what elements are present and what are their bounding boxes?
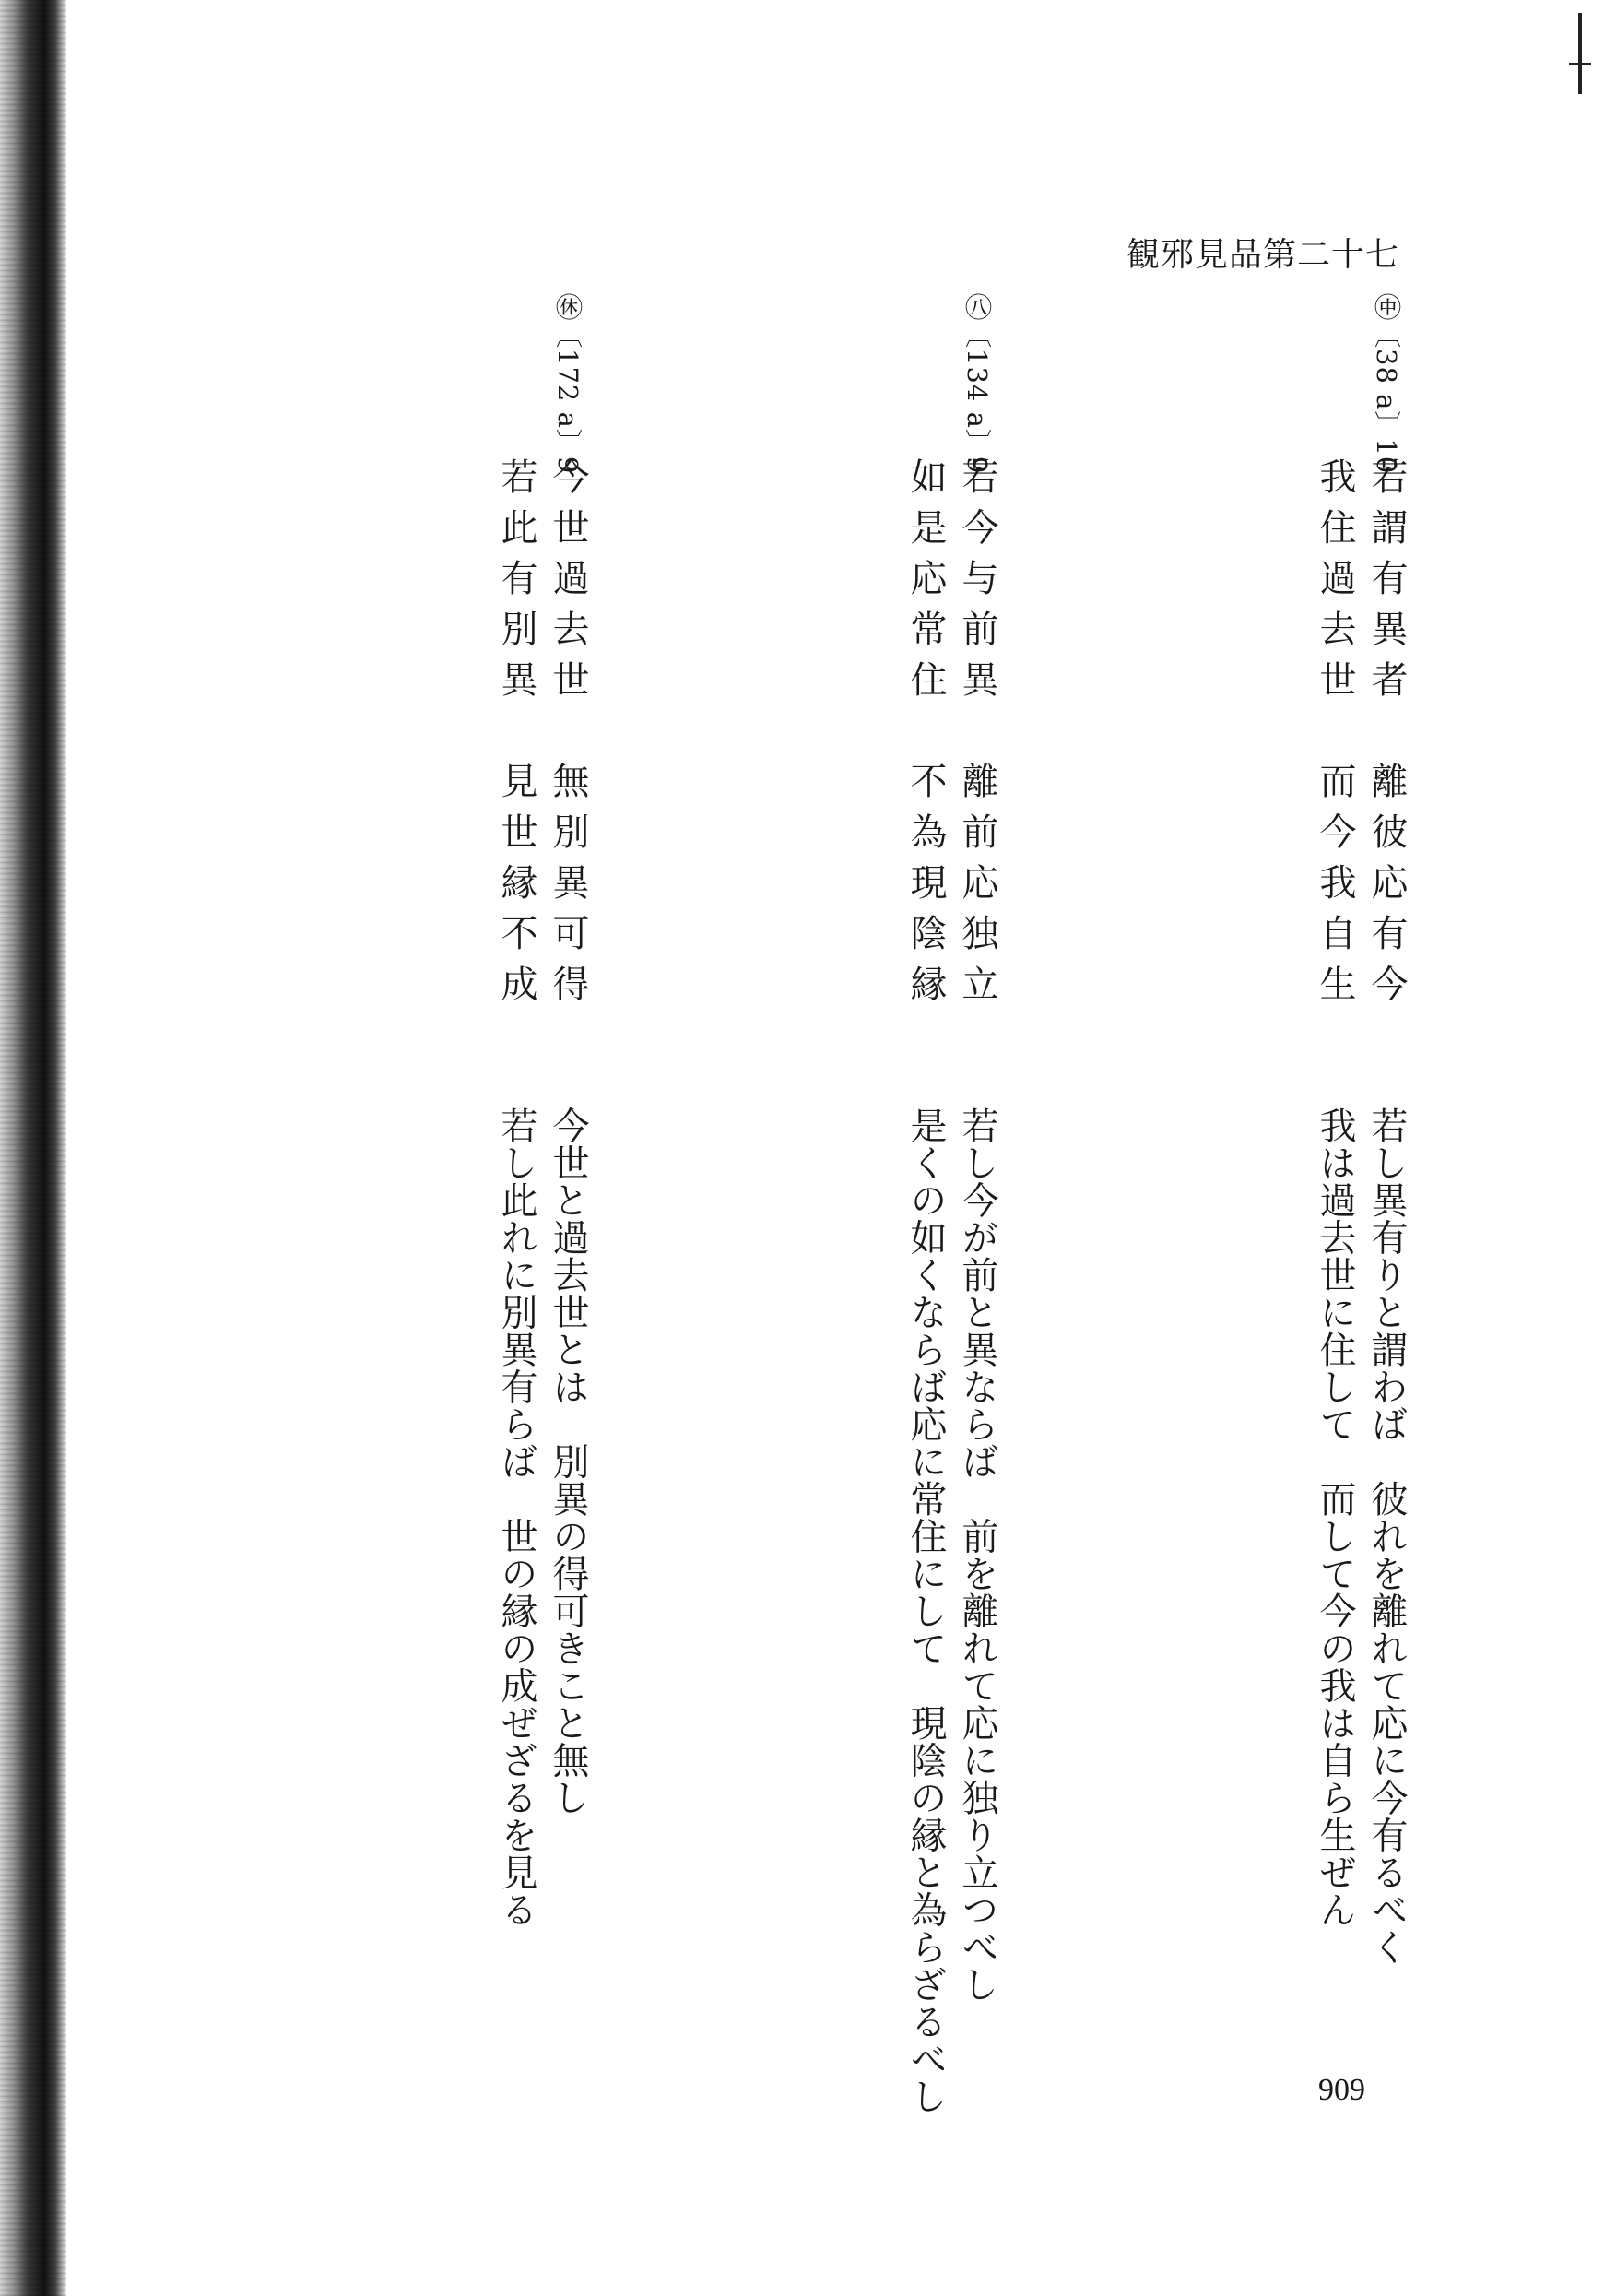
section-2-reading-line-1: 若し今が前と異ならば 前を離れて応に独り立つべし — [956, 1107, 998, 2003]
section-1-reference: ㊥〔38 a〕10 — [1371, 293, 1402, 475]
page-number: 909 — [1318, 2073, 1365, 2107]
section-2-reading-line-2: 是くの如くならば応に常住にして 現陰の縁と為らざるべし — [904, 1107, 947, 2115]
section-3-reading-line-2: 若し此れに別異有らば 世の縁の成ぜざるを見る — [495, 1107, 537, 1928]
section-3-reference: ㊡〔172 a〕9 — [552, 293, 584, 475]
scan-corner-mark — [1578, 13, 1582, 94]
book-binding-shadow — [0, 0, 66, 2296]
chapter-title: 観邪見品第二十七 — [1126, 236, 1400, 274]
section-1-reading-line-1: 若し異有りと謂わば 彼れを離れて応に今有るべく — [1365, 1107, 1408, 1966]
section-1-verse-line-2: 我住過去世 而今我自生 — [1314, 457, 1356, 1015]
section-1-reading-line-2: 我は過去世に住して 而して今の我は自ら生ぜん — [1314, 1107, 1356, 1928]
section-3-verse-line-1: 今世過去世 無別異可得 — [547, 457, 589, 1015]
section-2-reference: ㊇〔134 a〕9 — [961, 293, 993, 475]
section-1-verse-line-1: 若謂有異者 離彼応有今 — [1365, 457, 1408, 1015]
section-3-verse-line-2: 若此有別異 見世縁不成 — [495, 457, 537, 1015]
section-2-verse-line-1: 若今与前異 離前応独立 — [956, 457, 998, 1015]
section-3-reading-line-1: 今世と過去世とは 別異の得可きこと無し — [547, 1107, 589, 1817]
section-2-verse-line-2: 如是応常住 不為現陰縁 — [904, 457, 947, 1015]
